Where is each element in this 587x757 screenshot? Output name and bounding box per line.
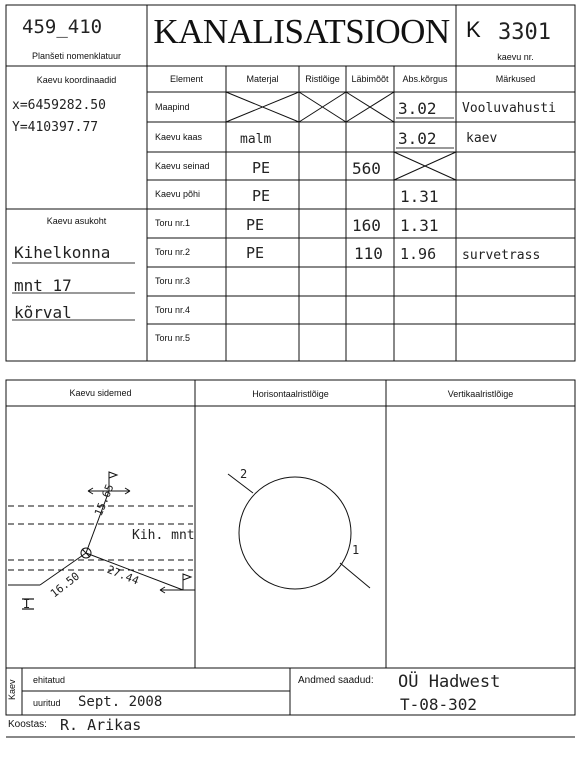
cell-height-kaevu-kaas: 3.02 <box>398 129 437 148</box>
row-element-toru-1: Toru nr.1 <box>155 218 191 228</box>
coordinates-heading: Kaevu koordinaadid <box>36 75 117 85</box>
location-underlines <box>10 262 140 322</box>
section-heading-links: Kaevu sidemed <box>69 388 132 398</box>
built-label: ehitatud <box>33 675 66 685</box>
location-line-1: Kihelkonna <box>14 243 111 262</box>
cell-diameter-kaevu-seinad: 560 <box>352 159 381 178</box>
source-company: OÜ Hadwest <box>398 672 501 692</box>
cell-material-toru-1: PE <box>246 216 265 234</box>
row-element-toru-2: Toru nr.2 <box>155 247 191 257</box>
col-header-abs-height: Abs.kõrgus <box>402 74 448 84</box>
measured-label: uuritud <box>33 698 61 708</box>
well-number: 3301 <box>498 20 551 45</box>
col-header-remarks: Märkused <box>495 74 536 84</box>
row-element-kaevu-seinad: Kaevu seinad <box>155 161 210 171</box>
cell-remark-kaevu-kaas: kaev <box>466 131 498 146</box>
well-label: kaevu nr. <box>497 52 534 62</box>
footer-side-label: Kaev <box>7 679 17 700</box>
cell-height-toru-1: 1.31 <box>400 216 439 235</box>
cell-material-kaevu-seinad: PE <box>252 159 271 177</box>
coordinate-x: x=6459282.50 <box>12 98 106 113</box>
sketch-building-mark: I <box>23 597 31 611</box>
cell-material-kaevu-kaas: malm <box>240 132 272 147</box>
cell-height-toru-2: 1.96 <box>400 245 437 263</box>
sheet-label: Planšeti nomenklatuur <box>31 51 122 61</box>
cell-height-maapind: 3.02 <box>398 99 437 118</box>
location-heading: Kaevu asukoht <box>46 216 107 226</box>
sketch-distance-1: 15.65 <box>92 482 117 518</box>
source-code: T-08-302 <box>400 695 478 714</box>
cell-diameter-toru-1: 160 <box>352 216 381 235</box>
section-heading-vertical: Vertikaalristlõige <box>447 389 514 399</box>
row-element-toru-3: Toru nr.3 <box>155 276 191 286</box>
cell-material-kaevu-pohi: PE <box>252 187 271 205</box>
location-line-2: mnt 17 <box>14 276 72 295</box>
row-element-toru-5: Toru nr.5 <box>155 333 191 343</box>
cell-height-kaevu-pohi: 1.31 <box>400 187 439 206</box>
col-header-diameter: Läbimõõt <box>351 74 389 84</box>
col-header-material: Materjal <box>246 74 279 84</box>
sketch-distance-3: 27.44 <box>105 563 141 588</box>
page-title: KANALISATSIOON <box>153 12 450 51</box>
sketch-distance-2: 16.50 <box>48 569 83 601</box>
cell-remark-maapind: Vooluvahusti <box>462 101 556 116</box>
sheet-number: 459_410 <box>22 16 103 38</box>
col-header-element: Element <box>169 74 204 84</box>
row-element-toru-4: Toru nr.4 <box>155 305 191 315</box>
cell-material-toru-2: PE <box>246 244 265 262</box>
col-header-cross-section: Ristlõige <box>305 74 340 84</box>
pipe-label-2: 2 <box>240 467 248 481</box>
section-heading-horizontal: Horisontaalristlõige <box>252 389 329 399</box>
well-prefix: K <box>466 17 481 42</box>
row-element-kaevu-pohi: Kaevu põhi <box>155 189 201 199</box>
sketch-road-label: Kih. mnt <box>132 528 195 543</box>
coordinate-y: Y=410397.77 <box>12 120 99 135</box>
row-element-maapind: Maapind <box>155 102 190 112</box>
location-line-3: kõrval <box>14 303 72 322</box>
measured-value: Sept. 2008 <box>78 694 163 710</box>
cell-diameter-toru-2: 110 <box>354 244 383 263</box>
source-label: Andmed saadud: <box>298 675 374 686</box>
cell-remark-toru-2: survetrass <box>462 248 541 263</box>
row-element-kaevu-kaas: Kaevu kaas <box>155 132 203 142</box>
author-label: Koostas: <box>8 719 47 730</box>
author-value: R. Arikas <box>60 716 142 734</box>
pipe-label-1: 1 <box>352 543 360 557</box>
